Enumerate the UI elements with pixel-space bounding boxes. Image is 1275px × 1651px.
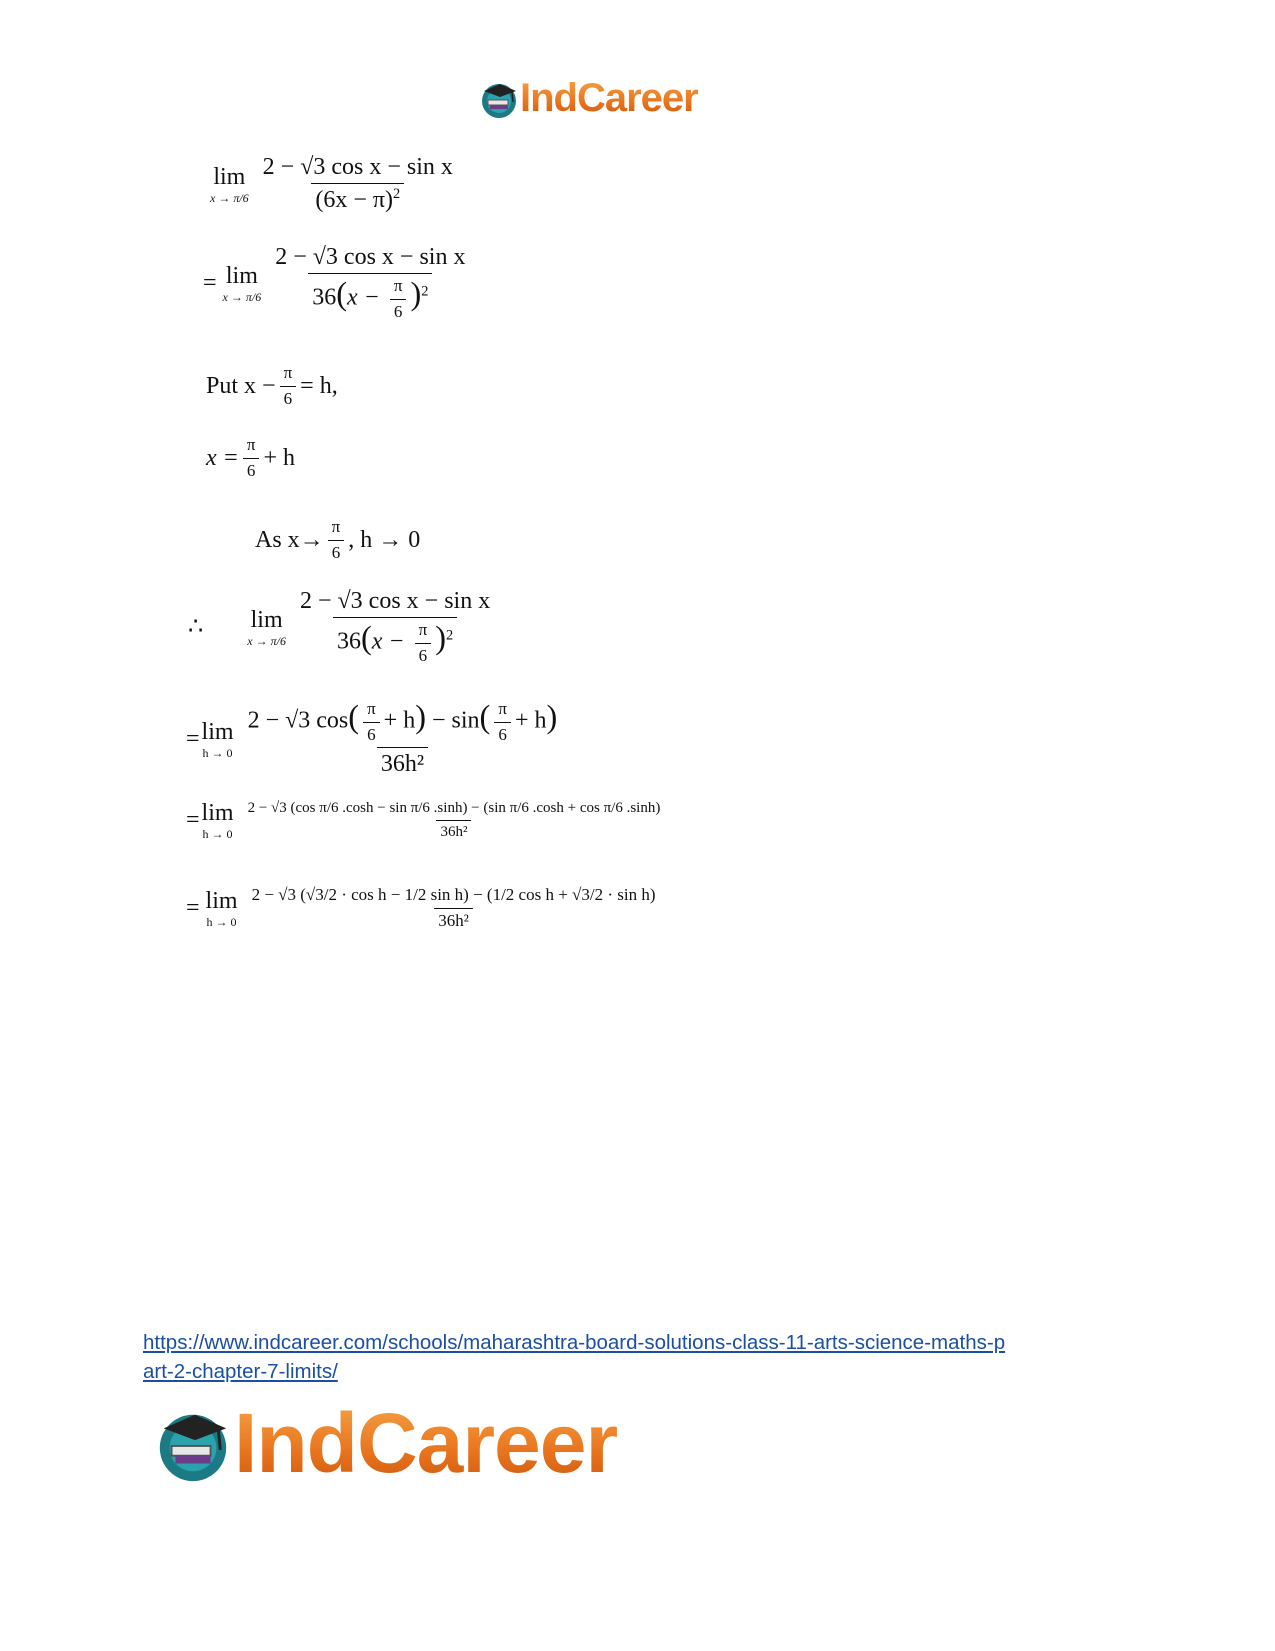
fraction: 2 − √3 cos( $\frac{\pi}{6}$ + h) − sin( $\frac{\pi}{6}$ + h) 36h² — [247, 699, 558, 778]
fraction: 2 − √3 (cos π/6 .cosh − sin π/6 .sinh) − (sin π/6 .cosh + cos π/6 .sinh) 36h² — [247, 800, 661, 840]
therefore-symbol: ∴ — [188, 613, 204, 640]
math-line-x: x = $\frac{\pi}{6}$ + h — [206, 435, 295, 480]
math-line-8: = lim h → 0 2 − √3 (√3/2 · cos h − 1/2 sin h) − (1/2 cos h + √3/2 · sin h) 36h² — [186, 886, 664, 930]
limit-operator: lim x → π/6 — [247, 606, 286, 649]
math-line-as: As x→ $\frac{\pi}{6}$ , h → 0 — [255, 517, 421, 562]
math-line-2: = lim x → π/6 2 − √3 cos x − sin x 36(x − $\frac{\pi}{6}$ )$^2$ — [203, 244, 473, 322]
math-line-7: = lim h → 0 2 − √3 (cos π/6 .cosh − sin π/6 .sinh) − (sin π/6 .cosh + cos π/6 .sinh) 36h² — [186, 800, 668, 840]
limit-operator: lim h → 0 — [201, 718, 234, 761]
limit-operator: lim h → 0 — [205, 887, 238, 930]
math-line-6: = lim h → 0 2 − √3 cos( $\frac{\pi}{6}$ + h) − sin( $\frac{\pi}{6}$ + h) 36h² — [186, 700, 565, 778]
math-line-therefore — [188, 588, 498, 666]
fraction: $\frac{\text{2 − √3 cos x − sin x}}{(6x - \pi)^2}$ — [262, 154, 453, 214]
graduation-globe-icon — [152, 1403, 234, 1485]
footer-logo-text: IndCareer — [234, 1396, 618, 1490]
fraction: 2 − √3 cos x − sin x 36(x − $\frac{\pi}{6}$ )$^2$ — [299, 588, 491, 666]
math-line-1 — [210, 154, 461, 214]
footer-logo — [152, 1395, 617, 1492]
source-link[interactable]: https://www.indcareer.com/schools/maharashtra-board-solutions-class-11-arts-science-maths-p art-2-chapter-7-limits/ — [143, 1331, 1006, 1383]
fraction: 2 − √3 (√3/2 · cos h − 1/2 sin h) − (1/2 cos h + √3/2 · sin h) 36h² — [251, 885, 656, 930]
limit-operator: lim h → 0 — [201, 800, 234, 842]
graduation-globe-icon — [478, 78, 520, 120]
limit-operator: lim x → π/6 — [210, 163, 249, 206]
fraction: 2 − √3 cos x − sin x 36(x − $\frac{\pi}{6}$ )$^2$ — [275, 244, 466, 322]
header-logo-text: IndCareer — [520, 76, 698, 120]
header-logo — [478, 76, 698, 121]
math-line-put: Put x − $\frac{\pi}{6}$ = h, — [206, 363, 338, 408]
limit-operator: lim x → π/6 — [222, 262, 262, 305]
